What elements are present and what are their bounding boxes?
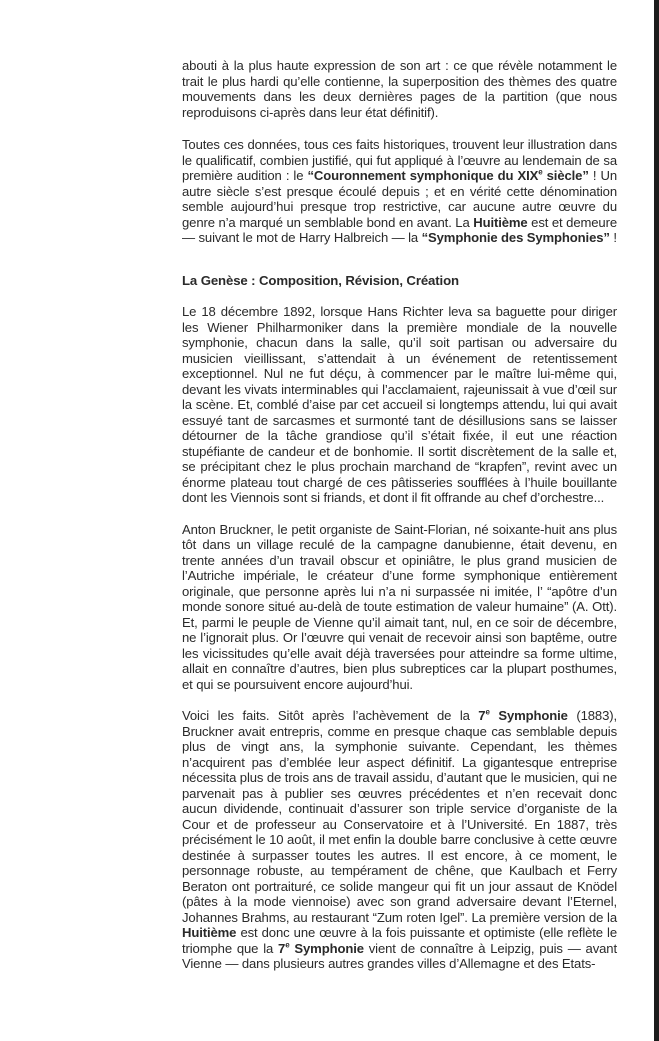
text-span: ! (609, 230, 617, 245)
text-span: (1883), Bruckner avait entrepris, comme en presque chaque cas semblable depuis plus de vingt ans, la symphonie suivante. Cependant, les thèmes n’acquirent pas d’emblée leur aspect définitif. La gigantesque entreprise nécessita plus de trois ans de travail assidu, d’autant que le musicien, qui ne parvenait pas à publier ses œuvres précédentes et n’en recevait donc aucun dividende, continuait d’assurer son triple service d’organiste de la Cour et de professeur au Conservatoire et à l’Université. En 1887, très précisément le 10 août, il met enfin la double barre conclusive à cette œuvre destinée à surpasser toutes les autres. Il est encore, à ce moment, le personnage robuste, au tempérament de chêne, que Kaulbach et Ferry Beraton ont portraituré, ce solide mangeur qui fit un jour assaut de Knödel (pâtes à la mode viennoise) avec son grand adversaire devant l’Eternel, Johannes Brahms, au restaurant “Zum roten Igel”. La première version de la (182, 708, 617, 925)
text-span: Voici les faits. Sitôt après l’achèvement de la (182, 708, 479, 723)
bold-symphonie-des-symphonies: “Symphonie des Symphonies” (421, 230, 610, 245)
text-span: Toutes ces données, tous ces faits historiques, trouvent leur illustration dans le qualificatif, combien justifié, qui fut appliqué à l’œuvre au lendemain de sa première audition : le (182, 137, 617, 183)
paragraph-couronnement (182, 137, 617, 246)
bold-span: “Couronnement symphonique du XIX (307, 168, 539, 183)
text-column (182, 58, 617, 988)
bold-span: 7 (278, 940, 286, 956)
superscript: e (538, 167, 543, 177)
paragraph-bruckner: Anton Bruckner, le petit organiste de Saint-Florian, né soixante-huit ans plus tôt dans un village reculé de la campagne danubienne, était devenu, en trente années d’un travail obscur et opiniâtre, le plus grand musicien de l’Autriche impériale, le créateur d’une forme symphonique entièrement originale, que personne après lui n’a ni surpassée ni imitée, l’ “apôtre d’un monde sonore situé au-delà de toute estimation de valeur humaine” (A. Ott). Et, parmi le peuple de Vienne qu’il aimait tant, nul, en ce soir de décembre, ne l’ignorait plus. Or l’œuvre qui venait de recevoir ainsi son baptême, outre les vicissitudes qu’elle avait déjà traversées pour atteindre sa forme ultime, allait en connaître d’autres, bien plus subreptices car la plupart posthumes, et qui se poursuivent encore aujourd’hui. (182, 521, 617, 692)
superscript: e (285, 940, 290, 950)
paragraph-faits (182, 708, 617, 972)
bold-span: siècle” (542, 168, 589, 183)
superscript: e (485, 707, 490, 717)
bold-span: Symphonie (289, 940, 364, 956)
bold-title-couronnement (308, 168, 589, 183)
bold-span: Symphonie (489, 708, 568, 723)
page-edge (654, 0, 659, 1041)
section-heading: La Genèse : Composition, Révision, Création (182, 272, 459, 288)
paragraph-intro-continuation: abouti à la plus haute expression de son art : ce que révèle notamment le trait le plus hardi qu’elle contienne, la superposition des thèmes des quatre mouvements dans les deux dernières pages de la partition (que nous reproduisons ci-après dans leur état définitif). (182, 58, 617, 120)
paragraph-premiere: Le 18 décembre 1892, lorsque Hans Richter leva sa baguette pour diriger les Wiener Philharmoniker dans la première mondiale de la nouvelle symphonie, chacun dans la salle, qu’il soit partisan ou adversaire du musicien vieillissant, s’attendait à un événement de retentissement exceptionnel. Nul ne fut déçu, à commencer par le maître lui-même qui, devant les vivats interminables qui l’acclamaient, rajeunissait à vue d’œil sur la scène. Et, comblé d’aise par cet accueil si longtemps attendu, lui qui avait essuyé tant de sarcasmes et surmonté tant de désillusions sans se laisser détourner de la tâche grandiose qu’il s’était fixée, il eut une réaction stupéfiante de candeur et de bonhomie. Il sortit discrètement de la salle et, se précipitant chez le plus prochain marchand de “krapfen”, revint avec un énorme plateau tout chargé de ces pâtisseries soufflées à l’huile bouillante dont les Viennois sont si friands, et dont il fit offrande au chef d’orchestre... (182, 304, 617, 505)
bold-huitieme: Huitième (473, 214, 528, 230)
text-span: est et demeure — suivant le mot de Harry Halbreich — la (182, 214, 617, 245)
text-span: ! Un autre siècle s’est presque écoulé depuis ; et en vérité cette dénomination semble aujourd’hui presque trop restrictive, car aucune autre œuvre du genre n’a marqué un semblable bond en avant. La (182, 168, 617, 230)
bold-huitieme: Huitième (182, 925, 237, 940)
bold-span: 7 (478, 708, 486, 723)
text-span: vient de connaître à Leipzig, puis — avant Vienne — dans plusieurs autres grandes villes d’Allemagne et des Etats- (182, 940, 617, 971)
bold-7e-symphonie (478, 708, 568, 723)
bold-7e-symphonie (278, 941, 364, 956)
text-span: est donc une œuvre à la fois puissante et optimiste (elle reflète le triomphe que la (182, 925, 617, 956)
